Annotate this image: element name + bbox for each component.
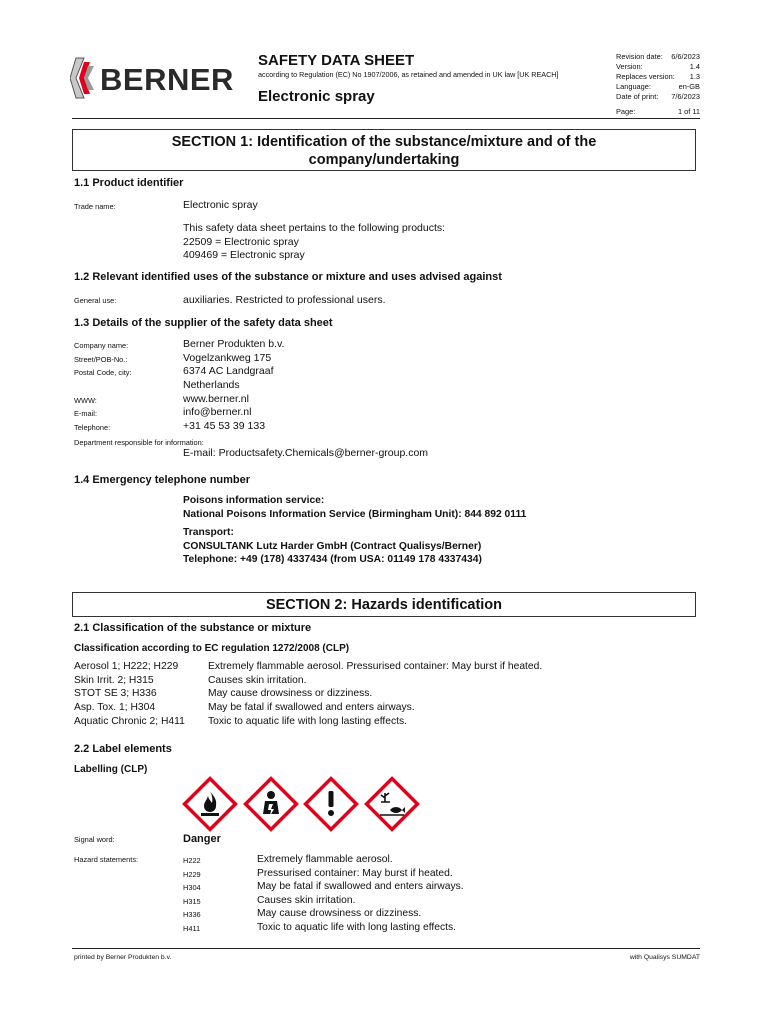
brand-name: BERNER	[100, 62, 234, 97]
www-label: WWW:	[74, 396, 97, 405]
hazard-code: H315	[183, 897, 201, 906]
classification-text: May be fatal if swallowed and enters airways.	[208, 702, 415, 713]
pertains-text: This safety data sheet pertains to the following products:	[183, 222, 446, 234]
transport-company: CONSULTANK Lutz Harder GmbH (Contract Qualisys/Berner)	[183, 541, 482, 552]
document-title: SAFETY DATA SHEET	[258, 52, 415, 69]
meta-row	[616, 82, 700, 92]
product-line: 22509 = Electronic spray	[183, 236, 299, 248]
meta-label: Date of print:	[616, 92, 659, 101]
hazard-code: H411	[183, 924, 201, 933]
subsection-1-2-heading: 1.2 Relevant identified uses of the substance or mixture and uses advised against	[74, 271, 502, 283]
exclamation-icon	[303, 776, 359, 832]
hazard-code: H229	[183, 870, 201, 879]
hazard-code: H222	[183, 856, 201, 865]
berner-logo	[70, 56, 250, 102]
company-label: Company name:	[74, 341, 129, 350]
header-divider	[72, 118, 700, 119]
classification-code: Skin Irrit. 2; H315	[74, 675, 154, 686]
flame-icon	[182, 776, 238, 832]
classification-text: May cause drowsiness or dizziness.	[208, 688, 373, 699]
department-label: Department responsible for information:	[74, 438, 204, 447]
meta-value: en-GB	[678, 82, 700, 91]
transport-label: Transport:	[183, 527, 234, 538]
section-2-heading	[72, 592, 696, 617]
department-email[interactable]: E-mail: Productsafety.Chemicals@berner-group.com	[183, 447, 429, 459]
hazard-statements-label: Hazard statements:	[74, 855, 139, 864]
section-1-title-line-2: company/undertaking	[308, 152, 460, 168]
poisons-service-number: National Poisons Information Service (Birmingham Unit): 844 892 0111	[183, 509, 527, 520]
health-hazard-icon	[243, 776, 299, 832]
telephone-value: +31 45 53 39 133	[183, 420, 266, 432]
meta-value: 7/6/2023	[671, 92, 700, 101]
page-value: 1 of 11	[677, 107, 700, 116]
section-1-heading	[72, 129, 696, 171]
hazard-text: May be fatal if swallowed and enters airways.	[257, 881, 464, 892]
meta-label: Language:	[616, 82, 651, 91]
labelling-clp-heading: Labelling (CLP)	[74, 764, 148, 775]
poisons-service-label: Poisons information service:	[183, 495, 325, 506]
product-name: Electronic spray	[258, 88, 375, 105]
section-2-title: SECTION 2: Hazards identification	[265, 597, 503, 613]
subsection-1-4-heading: 1.4 Emergency telephone number	[74, 474, 251, 486]
footer-software: with Qualisys SUMDAT	[629, 954, 700, 961]
telephone-label: Telephone:	[74, 423, 111, 432]
general-use-value: auxiliaries. Restricted to professional users.	[183, 294, 386, 306]
meta-label: Replaces version:	[616, 72, 675, 81]
classification-code: Aquatic Chronic 2; H411	[74, 716, 185, 727]
subsection-1-1-heading: 1.1 Product identifier	[74, 177, 184, 189]
meta-value: 6/6/2023	[671, 52, 700, 61]
email-label: E-mail:	[74, 409, 97, 418]
classification-code: Aerosol 1; H222; H229	[74, 661, 179, 672]
meta-row	[616, 72, 700, 82]
classification-text: Toxic to aquatic life with long lasting effects.	[208, 716, 407, 727]
classification-code: STOT SE 3; H336	[74, 688, 157, 699]
hazard-code: H304	[183, 883, 201, 892]
meta-row	[616, 52, 700, 62]
regulation-note: according to Regulation (EC) No 1907/2006, as retained and amended in UK law [UK REACH]	[258, 70, 559, 79]
classification-text: Causes skin irritation.	[208, 675, 307, 686]
meta-row	[616, 92, 700, 102]
postal-value: 6374 AC Landgraaf	[183, 365, 274, 377]
revision-meta	[616, 52, 700, 117]
hazard-text: May cause drowsiness or dizziness.	[257, 908, 422, 919]
hazard-text: Extremely flammable aerosol.	[257, 854, 393, 865]
page-number	[616, 107, 700, 117]
company-value: Berner Produkten b.v.	[183, 338, 285, 350]
section-1-title-line-1: SECTION 1: Identification of the substance/mixture and of the	[171, 134, 597, 150]
street-label: Street/POB-No.:	[74, 355, 128, 364]
berner-logo-mark-icon	[70, 56, 98, 100]
hazard-text: Pressurised container: May burst if heated.	[257, 868, 453, 879]
meta-label: Version:	[616, 62, 643, 71]
subsection-2-1-heading: 2.1 Classification of the substance or mixture	[74, 622, 312, 634]
www-link[interactable]: www.berner.nl	[183, 393, 249, 405]
classification-code: Asp. Tox. 1; H304	[74, 702, 156, 713]
footer-divider	[72, 948, 700, 949]
trade-name-label: Trade name:	[74, 202, 116, 211]
postal-label: Postal Code, city:	[74, 368, 132, 377]
subsection-1-3-heading: 1.3 Details of the supplier of the safety data sheet	[74, 317, 333, 329]
trade-name-value: Electronic spray	[183, 199, 258, 211]
meta-row	[616, 62, 700, 72]
signal-word-value: Danger	[183, 833, 221, 845]
email-link[interactable]: info@berner.nl	[183, 406, 252, 418]
footer-printed-by: printed by Berner Produkten b.v.	[74, 954, 172, 961]
street-value: Vogelzankweg 175	[183, 352, 272, 364]
hazard-code: H336	[183, 910, 201, 919]
subsection-2-2-heading: 2.2 Label elements	[74, 743, 172, 755]
general-use-label: General use:	[74, 296, 117, 305]
environment-icon	[364, 776, 420, 832]
page-label: Page:	[616, 107, 636, 116]
hazard-text: Causes skin irritation.	[257, 895, 356, 906]
transport-telephone: Telephone: +49 (178) 4337434 (from USA: 01149 178 4337434)	[183, 554, 482, 565]
signal-word-label: Signal word:	[74, 835, 115, 844]
classification-text: Extremely flammable aerosol. Pressurised container: May burst if heated.	[208, 661, 543, 672]
meta-value: 1.4	[689, 62, 700, 71]
hazard-text: Toxic to aquatic life with long lasting effects.	[257, 922, 456, 933]
country-value: Netherlands	[183, 379, 240, 391]
product-line: 409469 = Electronic spray	[183, 249, 305, 261]
clp-classification-heading: Classification according to EC regulation 1272/2008 (CLP)	[74, 643, 350, 654]
meta-value: 1.3	[689, 72, 700, 81]
meta-label: Revision date:	[616, 52, 663, 61]
